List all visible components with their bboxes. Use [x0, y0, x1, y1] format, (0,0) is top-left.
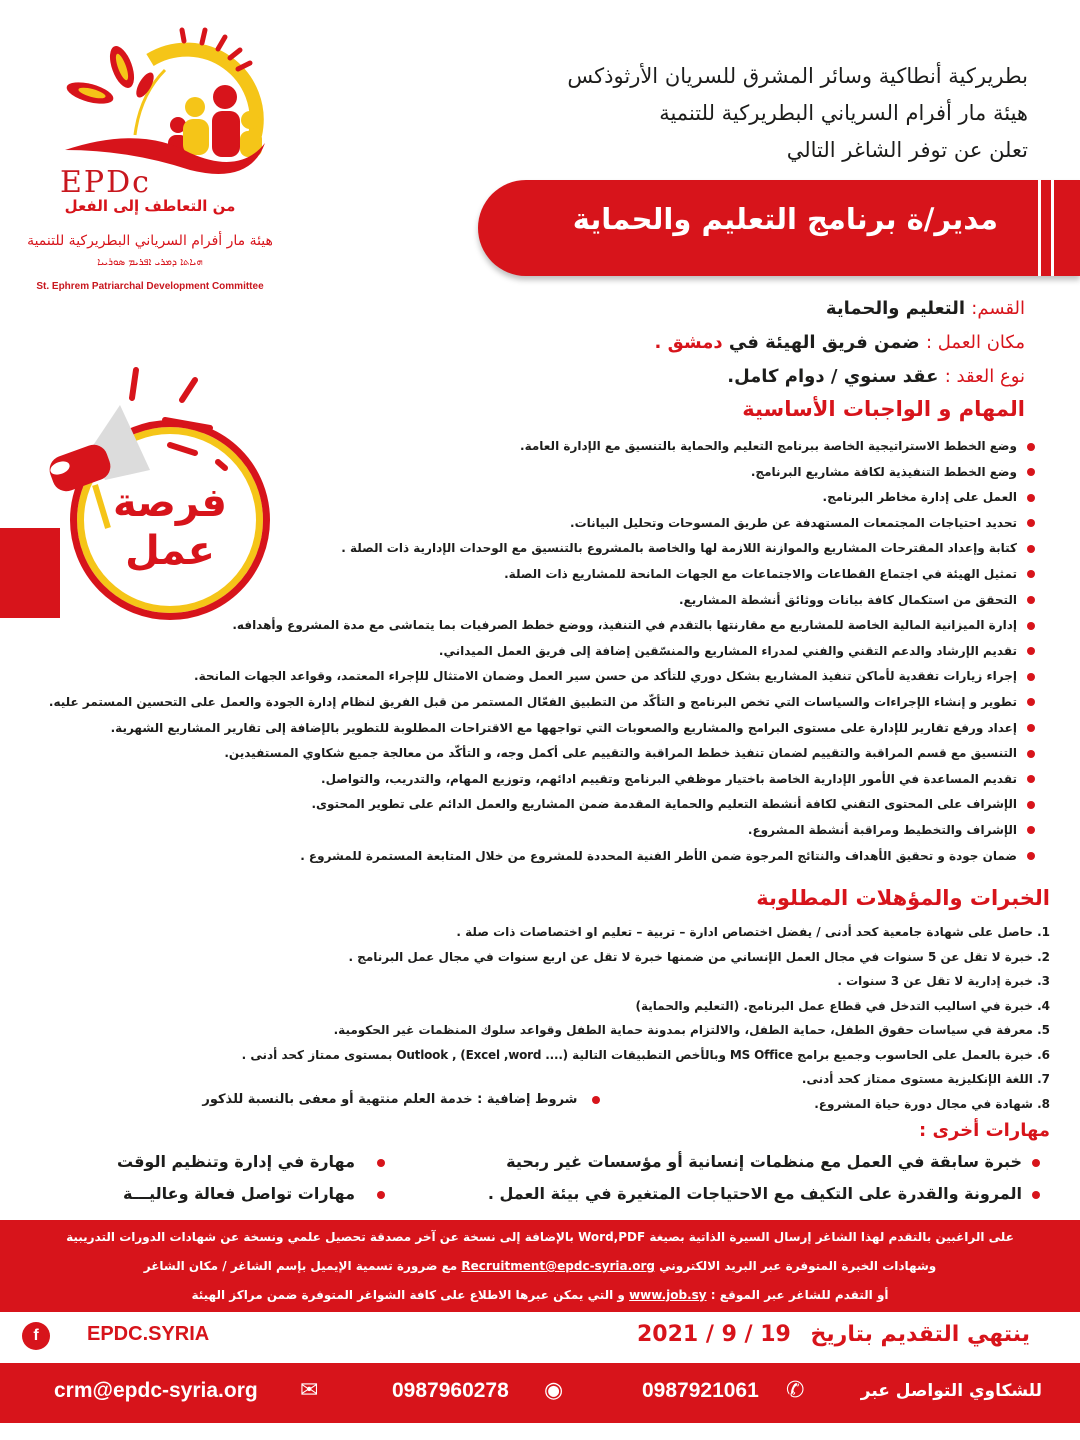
application-instructions: [0, 1220, 1080, 1312]
logo-org-name-syriac: ܗܝܐܬܐ ܕܡܪܝ ܐܦܪܝܡ ܣܘܪܝܝܐ: [97, 257, 203, 268]
duty-item: الإشراف على المحتوى التقني لكافة أنشطة التعليم والحماية المقدمة ضمن المشاريع والعمل الدائم على تطوير المحتوى.: [35, 792, 1035, 818]
logo-org-name-english: St. Ephrem Patriarchal Development Committee: [36, 281, 264, 292]
skill-item: مهارة في إدارة وتنظيم الوقت: [15, 1152, 385, 1171]
deadline: [637, 1322, 1030, 1347]
other-skills-title: مهارات أخرى :: [919, 1120, 1050, 1141]
bullet-icon: [1027, 826, 1035, 834]
bullet-icon: [1027, 596, 1035, 604]
department-row: [605, 292, 1025, 326]
skill-item: المرونة والقدرة على التكيف مع الاحتياجات المتغيرة في بيئة العمل .: [480, 1184, 1040, 1203]
duty-item: كتابة وإعداد المقترحات المشاريع والموازنة اللازمة لها والخاصة بالمشروع بالتنسيق مع الوحدات الإدارية ذات الصلة .: [35, 536, 1035, 562]
duty-item: ضمان جودة و تحقيق الأهداف والنتائج المرجوة ضمن الأطر الفنية المحددة للمشروع من خلال المتابعة المستمرة للمشروع .: [35, 844, 1035, 870]
extra-condition: [100, 1092, 600, 1107]
location-row: [605, 326, 1025, 360]
complaints-email[interactable]: crm@epdc-syria.org: [54, 1379, 258, 1402]
department-label: القسم:: [971, 298, 1025, 319]
duty-item: تمثيل الهيئة في اجتماع القطاعات والاجتماعات مع الجهات المانحة للمشاريع ذات الصلة.: [35, 562, 1035, 588]
bullet-icon: [377, 1191, 385, 1199]
bullet-icon: [1027, 622, 1035, 630]
phone-icon: ✆: [786, 1378, 805, 1403]
apply-line-2: وشهادات الخبرة المتوفرة عبر البريد الالكتروني Recruitment@epdc-syria.org مع ضرورة تسمية الإيميل بإسم الشاغر / مكان الشاغر: [143, 1259, 937, 1273]
duties-list: [35, 434, 1035, 869]
location-city: دمشق .: [654, 332, 723, 353]
contract-value: عقد سنوي / دوام كامل.: [727, 366, 939, 387]
complaints-label: للشكاوي التواصل عبر: [860, 1381, 1042, 1401]
duty-item: تقديم المساعدة في الأمور الإدارية الخاصة باختيار موظفي البرنامج وتقييم ادائهم، وتوزيع المهام، والتدريب، والتواصل.: [35, 767, 1035, 793]
bullet-icon: [1027, 545, 1035, 553]
contract-label: نوع العقد :: [944, 366, 1025, 387]
logo-graphic-icon: [40, 25, 270, 175]
recruitment-email-link[interactable]: Recruitment@epdc-syria.org: [461, 1259, 655, 1273]
duty-item: وضع الخطط الاستراتيجية الخاصة ببرنامج التعليم والحماية بالتنسيق مع الإدارة العامة.: [35, 434, 1035, 460]
job-info: [605, 292, 1025, 394]
extra-condition-text: شروط إضافية : خدمة العلم منتهية أو معفى بالنسبة للذكور: [202, 1092, 578, 1107]
location-label: مكان العمل :: [926, 332, 1025, 353]
deadline-row: [0, 1320, 1080, 1360]
apply-line-1: على الراغبين بالتقدم لهذا الشاغر إرسال السيرة الذاتية بصيغة Word,PDF بالإضافة إلى نسخة عن آخر مصدقة تحصيل علمي ونسخة عن شهادات الدورات التدريبية: [66, 1230, 1014, 1244]
job-website-link[interactable]: www.job.sy: [629, 1288, 707, 1302]
bullet-icon: [1027, 775, 1035, 783]
duty-item: تطوير و إنشاء الإجراءات والسياسات التي تخص البرنامج و التأكّد من التطبيق الفعّال المستمر من قبل الفريق لنظام إدارة الجودة والعمل على التحسين المستمر عليه.: [35, 690, 1035, 716]
qualification-item: 4. خبرة في اساليب التدخل في قطاع عمل البرنامج. (التعليم والحماية): [635, 998, 1050, 1013]
phone-number[interactable]: 0987921061: [642, 1379, 759, 1402]
badge-word-opportunity: فرصة: [113, 480, 227, 526]
qualification-item: 7. اللغة الإنكليزية مستوى ممتاز كحد أدنى.: [801, 1072, 1050, 1086]
bullet-icon: [1027, 443, 1035, 451]
announcement-header: [528, 58, 1028, 169]
bullet-icon: [1027, 673, 1035, 681]
qualifications-list: [150, 920, 1050, 1116]
header-line-patriarchate: بطريركية أنطاكية وسائر المشرق للسريان الأرثوذكس: [567, 64, 1028, 88]
duties-title: المهام و الواجبات الأساسية: [742, 397, 1025, 421]
department-value: التعليم والحماية: [825, 298, 966, 319]
envelope-icon: ✉: [300, 1378, 319, 1403]
qualification-item: 6. خبرة بالعمل على الحاسوب وجميع برامج MS Office وبالأخص التطبيقات التالية Outlook , (Excel ,word ....) بمستوى ممتاز كحد أدنى .: [241, 1047, 1050, 1062]
facebook-page-link[interactable]: EPDC.SYRIA: [87, 1323, 210, 1345]
job-title-banner: [478, 180, 1080, 276]
header-line-organization: هيئة مار أفرام السرياني البطريركية للتنمية: [659, 101, 1028, 125]
qualifications-title: الخبرات والمؤهلات المطلوبة: [756, 886, 1050, 910]
duty-item: التنسيق مع قسم المراقبة والتقييم لضمان تنفيذ خطط المراقبة والتقييم على أكمل وجه، و التأكّد من معالجة جميع شكاوي المستفيدين.: [35, 741, 1035, 767]
whatsapp-number[interactable]: 0987960278: [392, 1379, 509, 1402]
bullet-icon: [1027, 647, 1035, 655]
qualification-item: 1. حاصل على شهادة جامعية كحد أدنى / يفضل اختصاص ادارة – تربية – تعليم او اختصاصات ذات صلة .: [456, 925, 1050, 939]
apply-line-3: أو التقدم للشاغر عبر الموقع : www.job.sy و التي يمكن عبرها الاطلاع على كافة الشواغر المتوفرة ضمن مراكز الهيئة: [191, 1288, 889, 1302]
qualification-item: 8. شهادة في مجال دورة حياة المشروع.: [814, 1096, 1050, 1111]
bullet-icon: [1027, 801, 1035, 809]
bullet-icon: [1027, 570, 1035, 578]
duty-item: إعداد ورفع تقارير للإدارة على مستوى البرامج والمشاريع والصعوبات التي تواجهها مع الاقتراحات المطلوبة للتطوير بالإضافة إلى تقارير المشاريع الشهرية.: [35, 716, 1035, 742]
whatsapp-icon: ◉: [544, 1378, 564, 1403]
duty-item: تقديم الإرشاد والدعم التقني والفني لمدراء المشاريع والمنسّقين إضافة إلى فريق العمل الميداني.: [35, 639, 1035, 665]
banner-stripes: [1038, 180, 1054, 276]
contract-row: [605, 360, 1025, 394]
job-title: مدير/ة برنامج التعليم والحماية: [572, 202, 998, 236]
facebook-icon[interactable]: f: [22, 1322, 50, 1350]
qualification-item: 2. خبرة لا تقل عن 5 سنوات في مجال العمل الإنساني من ضمنها خبرة لا تقل عن اربع سنوات في مجال عمل البرنامج .: [348, 949, 1050, 964]
badge-word-work: عمل: [125, 528, 215, 574]
complaints-contact-bar: [0, 1363, 1080, 1423]
logo-brand-text: EPDc: [60, 165, 151, 200]
duty-item: إدارة الميزانية المالية الخاصة للمشاريع مع مقارنتها بالتقدم في التنفيذ، ووضع خطط الصرفيات بما يتماشى مع مدة المشروع وأهدافه.: [35, 613, 1035, 639]
qualification-item: 5. معرفة في سياسات حقوق الطفل، حماية الطفل، والالتزام بمدونة حماية الطفل وقواعد سلوك المنظمات غير الحكومية.: [333, 1023, 1050, 1037]
bullet-icon: [1032, 1159, 1040, 1167]
deadline-label: ينتهي التقديم بتاريخ: [810, 1322, 1030, 1347]
bullet-icon: [1027, 852, 1035, 860]
bullet-icon: [1032, 1191, 1040, 1199]
bullet-icon: [1027, 468, 1035, 476]
logo-slogan: من التعاطف إلى الفعل: [64, 197, 236, 215]
duty-item: التحقق من استكمال كافة بيانات ووثائق أنشطة المشاريع.: [35, 588, 1035, 614]
bullet-icon: [1027, 494, 1035, 502]
bullet-icon: [1027, 750, 1035, 758]
duty-item: تحديد احتياجات المجتمعات المستهدفة عن طريق المسوحات وتحليل البيانات.: [35, 511, 1035, 537]
skill-item: مهارات تواصل فعالة وعاليـــة: [15, 1184, 385, 1203]
bullet-icon: [1027, 519, 1035, 527]
logo-org-name-arabic: هيئة مار أفرام السرياني البطريركية للتنمية: [27, 233, 273, 249]
duty-item: وضع الخطط التنفيذية لكافة مشاريع البرنامج.: [35, 460, 1035, 486]
duty-item: إجراء زيارات تفقدية لأماكن تنفيذ المشاريع بشكل دوري للتأكد من حسن سير العمل وضمان الامتثال للإجراء المعتمد، وقواعد الجهات المانحة.: [35, 664, 1035, 690]
header-line-announcement: تعلن عن توفر الشاغر التالي: [786, 138, 1028, 162]
bullet-icon: [1027, 698, 1035, 706]
duty-item: العمل على إدارة مخاطر البرنامج.: [35, 485, 1035, 511]
duty-item: الإشراف والتخطيط ومراقبة أنشطة المشروع.: [35, 818, 1035, 844]
bullet-icon: [1027, 724, 1035, 732]
deadline-date: 2021 / 9 / 19: [637, 1322, 791, 1347]
bullet-icon: [377, 1159, 385, 1167]
location-value: ضمن فريق الهيئة في: [728, 332, 920, 353]
skill-item: خبرة سابقة في العمل مع منظمات إنسانية أو مؤسسات غير ربحية: [480, 1152, 1040, 1171]
organization-logo: [20, 25, 280, 300]
bullet-icon: [592, 1096, 600, 1104]
qualification-item: 3. خبرة إدارية لا تقل عن 3 سنوات .: [837, 974, 1050, 988]
